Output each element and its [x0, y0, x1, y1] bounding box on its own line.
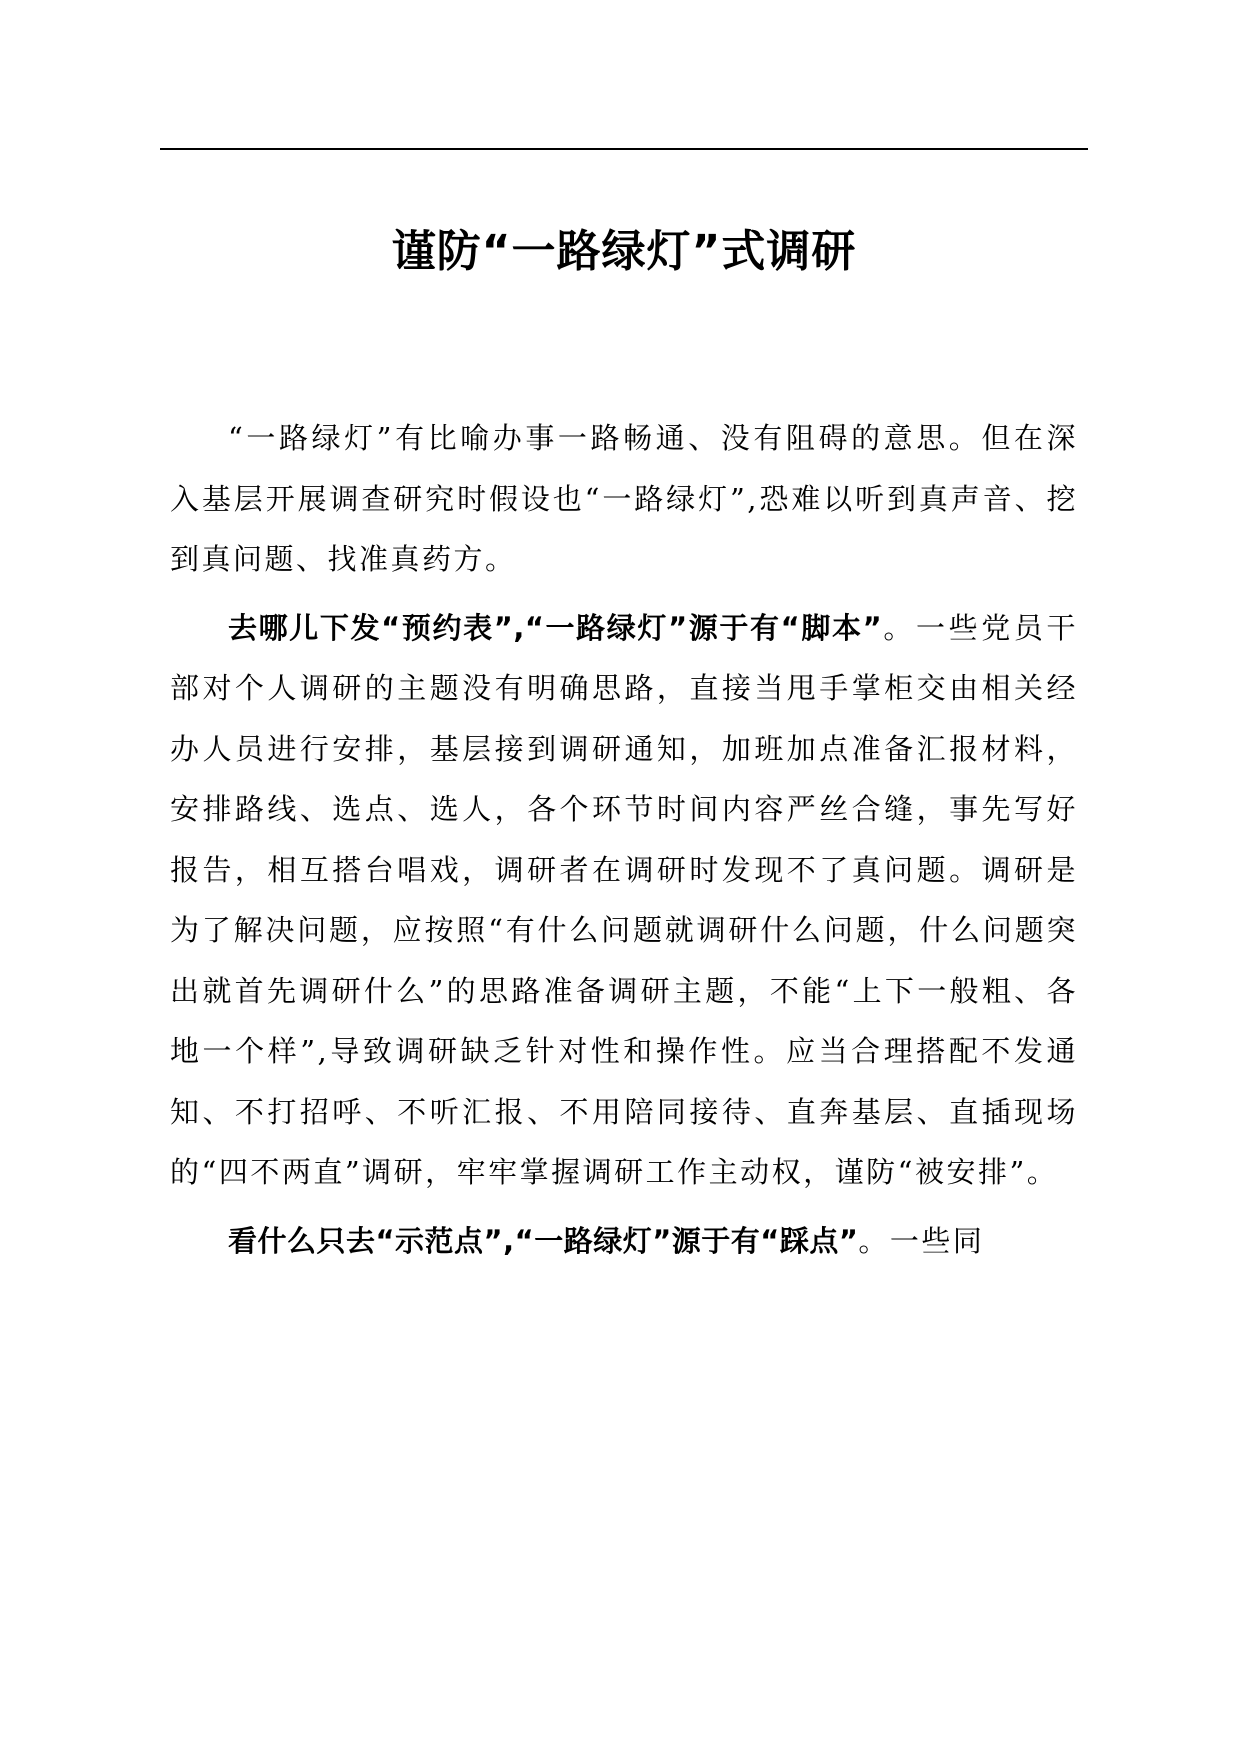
- paragraph-text: 。一些党员干部对个人调研的主题没有明确思路，直接当甩手掌柜交由相关经办人员进行安排，基层接到调研通知，加班加点准备汇报材料，安排路线、选点、选人，各个环节时间内容严丝合缝，事先写好报告，相互搭台唱戏，调研者在调研时发现不了真问题。调研是为了解决问题，应按照“有什么问题就调研什么问题，什么问题突出就首先调研什么”的思路准备调研主题，不能“上下一般粗、各地一个样”,导致调研缺乏针对性和操作性。应当合理搭配不发通知、不打招呼、不听汇报、不用陪同接待、直奔基层、直插现场的“四不两直”调研，牢牢掌握调研工作主动权，谨防“被安排”。: [170, 610, 1078, 1189]
- document-title: 谨防“一路绿灯”式调研: [391, 226, 857, 277]
- paragraph-text: “一路绿灯”有比喻办事一路畅通、没有阻碍的意思。但在深入基层开展调查研究时假设也“一路绿灯”,恐难以听到真声音、挖到真问题、找准真药方。: [170, 421, 1078, 576]
- intro-paragraph: [170, 408, 1078, 590]
- section-paragraph-script: [170, 598, 1078, 1203]
- section-paragraph-demo-site: [170, 1211, 1078, 1272]
- paragraph-lead-heading: 去哪儿下发“预约表”,“一路绿灯”源于有“脚本”: [228, 610, 883, 645]
- document-body: [170, 408, 1078, 1279]
- paragraph-text: 。一些同: [858, 1223, 985, 1258]
- paragraph-lead-heading: 看什么只去“示范点”,“一路绿灯”源于有“踩点”: [228, 1223, 859, 1258]
- header-rule: [160, 148, 1088, 150]
